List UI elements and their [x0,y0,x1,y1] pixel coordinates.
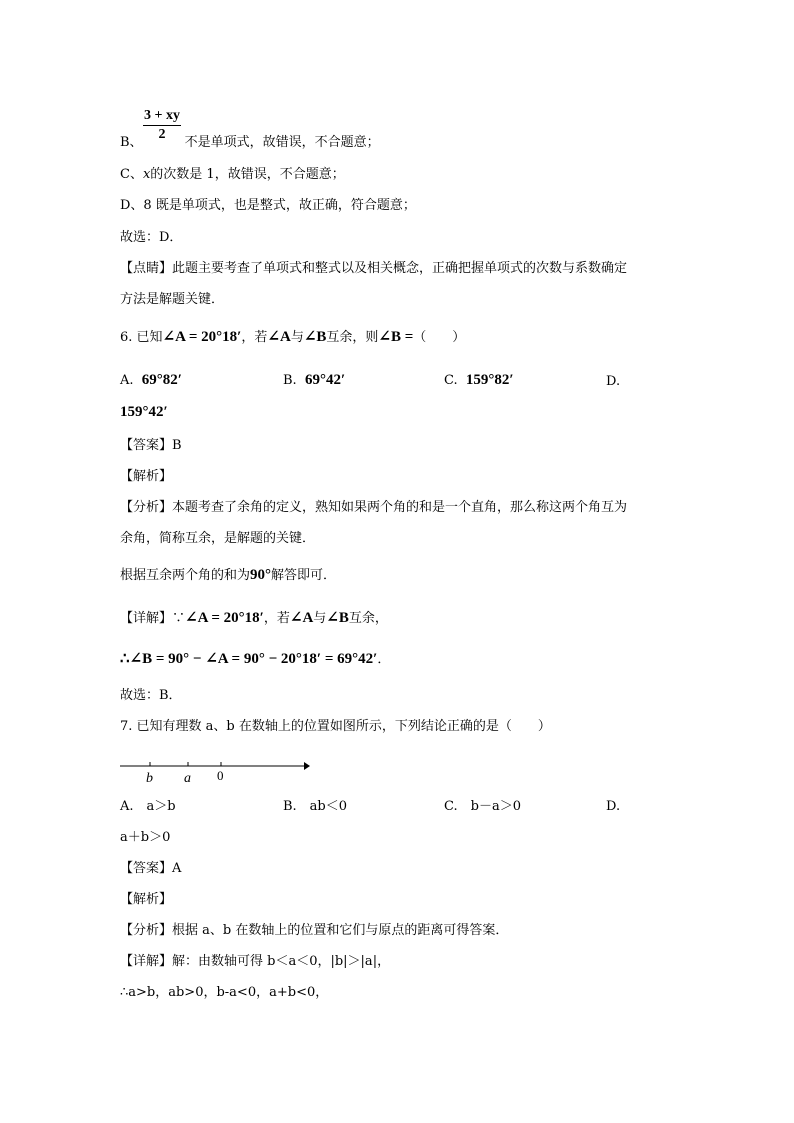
q6-text-3: 互余，则 [326,330,379,345]
option-b-explanation [120,134,380,152]
q6-option-b [283,371,345,390]
option-b-text: 不是单项式，故错误，不合题意； [184,135,380,150]
q6-angle-a-given: ∠A = 20°18′ [162,329,242,345]
q6-computation: ∴∠B = 90° − ∠A = 90° − 20°18′ = 69°42′ [120,651,378,667]
q6-option-a-value: 69°82′ [141,372,183,388]
q6-option-d [120,403,168,422]
q6-detail-end: 互余， [348,611,388,626]
q6-analysis-end: 解答即可． [271,568,337,583]
q6-analysis-text: 根据互余两个角的和为 [120,568,251,583]
q6-answer: 【答案】B [120,438,182,453]
q6-analysis-heading: 【解析】 [120,469,173,484]
q6-detail-angle-a: ∠A [289,610,314,626]
q7-answer: 【答案】A [120,861,182,876]
q6-option-b-value: 69°42′ [304,372,346,388]
option-c-variable: x [142,167,151,182]
q6-option-a [120,371,182,390]
q7-analysis-line-1: 【分析】根据 a、b 在数轴上的位置和它们与原点的距离可得答案． [120,923,509,938]
option-b-label: B、 [120,135,143,150]
q6-analysis-line-1: 【分析】本题考查了余角的定义，熟知如果两个角的和是一个直角，那么称这两个角互为 [120,500,628,515]
tip-line-2: 方法是解题关键． [120,292,225,307]
q6-option-c-label: C. [444,373,458,388]
axis-label-zero: 0 [217,768,224,783]
q7-option-a: A. a＞b [120,799,176,814]
q7-option-c: C. b－a＞0 [444,799,521,814]
q6-detail-line-2 [120,650,390,669]
q6-detail-prefix: 【详解】∵ [120,611,186,626]
q6-text-2: 与 [290,330,304,345]
q6-analysis-line-3 [120,566,336,585]
q6-option-d-label: D. [606,374,621,389]
tip-line-1: 【点睛】此题主要考查了单项式和整式以及相关概念，正确把握单项式的次数与系数确定 [120,261,628,276]
option-c-label: C、 [120,167,143,182]
q7-analysis-heading: 【解析】 [120,892,173,907]
q6-prefix: 6. 已知 [120,330,163,345]
option-c-text: 的次数是 1，故错误，不合题意； [150,167,345,182]
q7-detail-line-2: ∴a>b，ab>0，b-a<0，a+b<0， [120,985,329,1000]
option-c-explanation [120,166,345,184]
number-line-diagram [120,756,310,788]
q6-right-angle: 90° [250,567,272,583]
option-d-explanation: D、8 既是单项式，也是整式，故正确，符合题意； [120,198,416,213]
q6-angle-b-eq: ∠B = [378,329,414,345]
choice-statement: 故选：D． [120,230,183,245]
q6-detail-with: 与 [313,611,327,626]
q6-detail-if: ，若 [263,611,290,626]
q6-angle-a: ∠A [267,329,291,345]
q7-option-b: B. ab＜0 [283,799,348,814]
q7-detail-line-1: 【详解】解：由数轴可得 b＜a＜0，|b|＞|a|， [120,954,391,969]
axis-label-b: b [146,771,153,786]
fraction-bar [143,125,181,126]
q6-blank: （ ） [413,330,466,345]
fraction-numerator: 3 + xy [144,108,180,123]
q6-choice: 故选：B． [120,688,182,703]
q6-detail-line-1 [120,609,388,628]
q6-angle-b: ∠B [303,329,327,345]
q6-option-a-label: A. [120,373,134,388]
q6-detail-given: ∠A = 20°18′ [185,610,264,626]
q6-option-c-value: 159°82′ [465,372,514,388]
q6-analysis-line-2: 余角，简称互余，是解题的关键． [120,531,316,546]
fraction-denominator: 2 [158,127,166,142]
question-6-stem [120,328,465,347]
number-line-arrow [304,762,310,770]
q6-text-1: ，若 [241,330,268,345]
q6-computation-end: ． [377,652,391,667]
q6-detail-angle-b: ∠B [326,610,349,626]
axis-label-a: a [184,771,191,786]
q7-option-d-label: D. [606,799,621,814]
question-7-stem: 7. 已知有理数 a、b 在数轴上的位置如图所示，下列结论正确的是（ ） [120,719,551,734]
q6-option-d-value: 159°42′ [120,404,168,420]
q6-option-c [444,371,514,390]
q7-option-d-value: a＋b＞0 [120,830,171,845]
q6-option-b-label: B. [283,373,297,388]
